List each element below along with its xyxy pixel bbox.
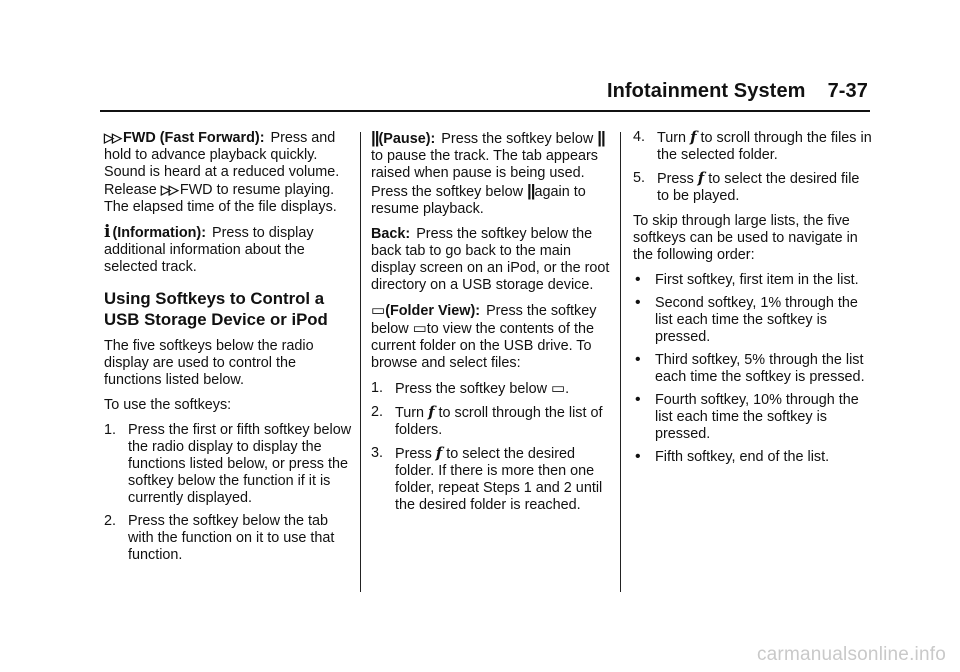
folder-icon: ▭	[371, 302, 386, 319]
list-item: 5. Press f to select the desired file to be played.	[633, 169, 860, 204]
info-term: (Information):	[112, 225, 206, 241]
list-item: 2. Turn f to scroll through the list of folders.	[371, 403, 603, 438]
bullet-icon: •	[635, 351, 641, 368]
info-text: Press to display additional information about the selected track.	[104, 225, 314, 275]
pause-icon: ||	[371, 128, 379, 147]
list-item: • Fourth softkey, 10% through the list each time the softkey is pressed.	[635, 391, 859, 442]
section-heading: Using Softkeys to Control a USB Storage Device or iPod	[104, 289, 328, 329]
list-item: 3. Press f to select the desired folder. If there is more then one folder, repeat Steps 1 and 2 until the desired folder is reached.	[371, 444, 603, 513]
column-divider-2	[620, 132, 621, 592]
intro-paragraph: The five softkeys below the radio display are used to control the functions listed below.	[104, 338, 314, 388]
bullet-icon: •	[635, 391, 641, 408]
folder-icon: ▭	[412, 320, 427, 337]
ff-text-a: Press and hold to advance playback quickly. Sound is heard at a reduced volume. Release	[104, 130, 340, 198]
fast-forward-icon: ▷▷	[160, 182, 177, 197]
skip-paragraph: To skip through large lists, the five softkeys can be used to navigate in the following order:	[633, 213, 858, 263]
folder-paragraph: ▭(Folder View): Press the softkey below ▭to view the contents of the current folder on the USB drive. To browse and select files:	[371, 302, 597, 371]
list-item: • Second softkey, 1% through the list each time the softkey is pressed.	[635, 294, 858, 345]
knob-icon: f	[697, 169, 705, 187]
pause-icon: ||	[597, 128, 605, 147]
use-label: To use the softkeys:	[104, 397, 232, 413]
column-1	[104, 129, 352, 572]
knob-icon: f	[690, 128, 697, 146]
ff-term: FWD (Fast Forward):	[123, 130, 265, 146]
bullet-icon: •	[635, 448, 641, 465]
bullet-icon: •	[635, 271, 641, 288]
info-icon: i	[104, 222, 111, 242]
ff-paragraph	[104, 129, 352, 216]
column-divider-1	[360, 132, 361, 592]
folder-icon: ▭	[550, 380, 566, 397]
list-item: 4. Turn f to scroll through the files in the selected folder.	[633, 128, 872, 163]
bullet-icon: •	[635, 294, 641, 311]
page-number: 7-37	[827, 80, 868, 102]
list-item: 2. Press the softkey below the tab with the function on it to use that function.	[104, 513, 335, 563]
pause-term: (Pause):	[378, 131, 436, 147]
column-2	[371, 129, 611, 522]
folder-term: (Folder View):	[385, 303, 481, 319]
navigation-bullet-list	[633, 272, 873, 466]
section-title: Infotainment System	[606, 80, 806, 102]
list-item: • First softkey, first item in the list.	[635, 271, 859, 288]
back-paragraph: Back: Press the softkey below the back tab to go back to the main display screen on an iPod, or the root directory on a USB storage device.	[371, 226, 610, 293]
header-text	[607, 80, 868, 103]
softkey-steps-list	[104, 422, 352, 564]
file-steps-list	[633, 129, 873, 205]
knob-icon: f	[435, 444, 443, 462]
knob-icon: f	[428, 403, 435, 421]
pause-paragraph: ||(Pause): Press the softkey below ||to pause the track. The tab appears raised when pause is being used. Press the softkey below ||again to resume playback.	[371, 128, 605, 217]
page-header	[100, 78, 870, 112]
info-paragraph	[104, 224, 352, 276]
ff-text-b: FWD to resume playing. The elapsed time of the file displays.	[104, 182, 337, 215]
list-item: 1. Press the softkey below ▭.	[371, 380, 570, 397]
list-item: 1. Press the first or fifth softkey below the radio display to display the functions listed below, or press the softkey below the function if it is currently displayed.	[104, 422, 352, 506]
pause-icon: ||	[526, 181, 535, 200]
list-item: • Fifth softkey, end of the list.	[635, 448, 830, 465]
list-item: • Third softkey, 5% through the list each time the softkey is pressed.	[635, 351, 865, 385]
back-term: Back:	[371, 226, 411, 242]
column-3	[633, 129, 873, 474]
header-rule	[100, 110, 870, 112]
fast-forward-icon: ▷▷	[104, 130, 120, 145]
watermark: carmanualsonline.info	[756, 644, 946, 665]
folder-steps-list	[371, 380, 611, 514]
